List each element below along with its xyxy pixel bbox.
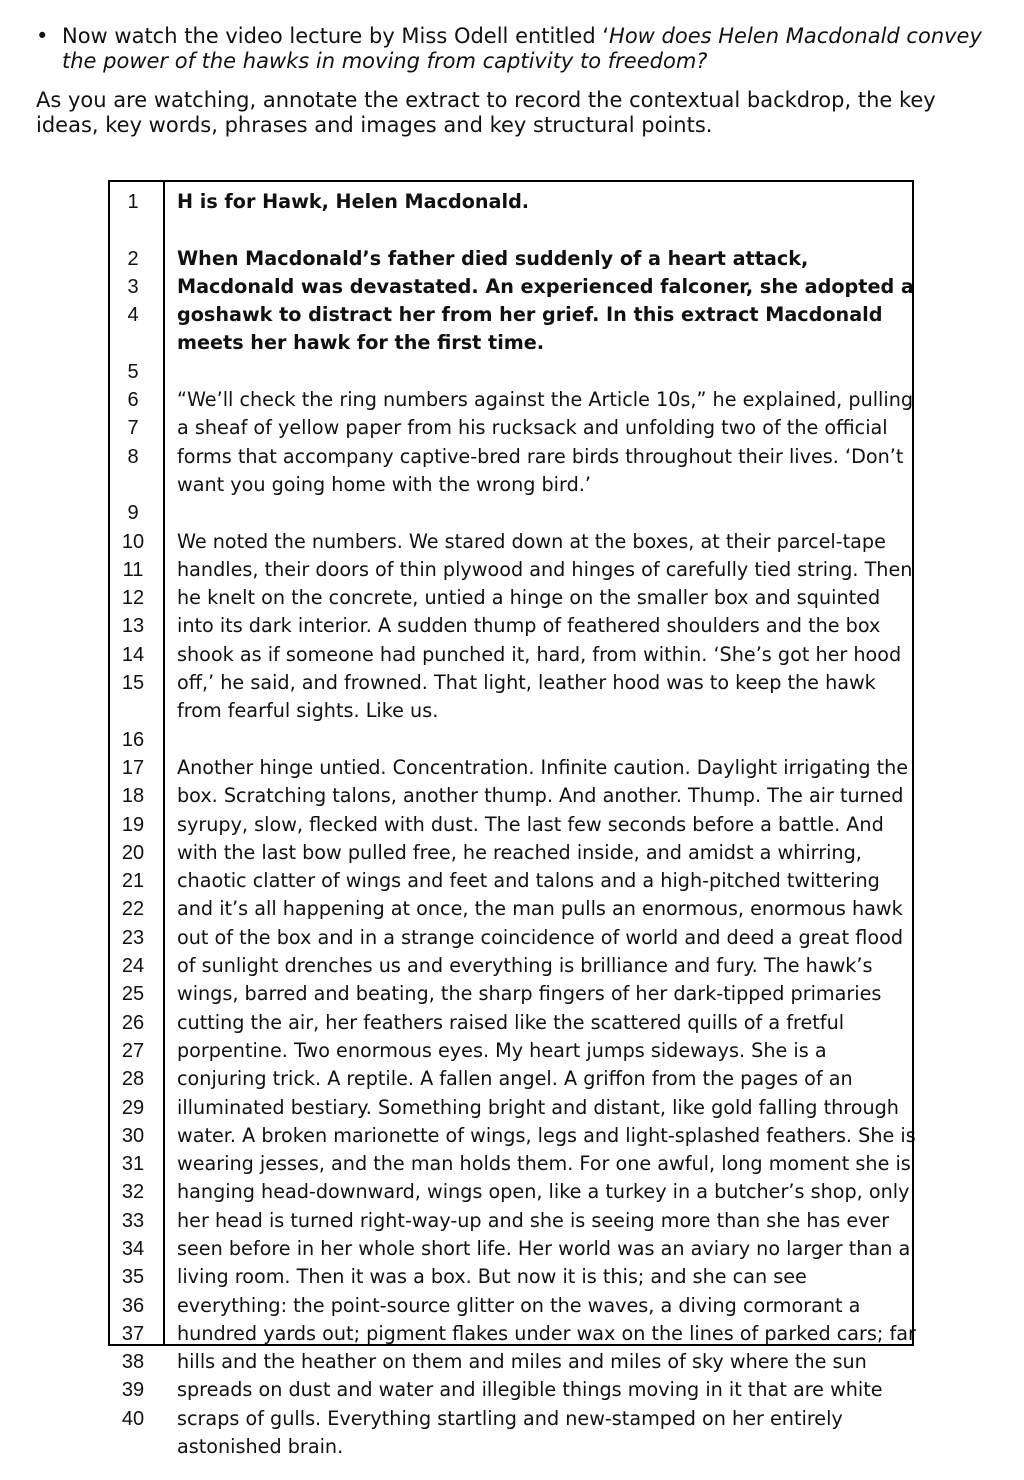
- line-number: 33: [121, 1209, 145, 1232]
- line-number: [108, 471, 158, 499]
- line-number: 28: [121, 1068, 145, 1091]
- line-number: 10: [121, 530, 145, 553]
- line-number: 40: [121, 1407, 145, 1430]
- line-number: [108, 329, 158, 357]
- line-number: 3: [127, 275, 139, 298]
- line-number: [108, 216, 158, 244]
- extract-heading: H is for Hawk, Helen Macdonald.: [177, 190, 530, 213]
- line-number: 26: [121, 1011, 145, 1034]
- line-number: 21: [121, 870, 145, 893]
- line-number: 31: [121, 1153, 145, 1176]
- line-number: 38: [121, 1351, 145, 1374]
- extract-paragraph-1: “We’ll check the ring numbers against the Article 10s,” he explained, pulling a sheaf of yellow paper from his rucksack and unfolding two of the official forms that accompany captive-bred rare birds throughout their lives. ‘Don’t want you going home with the wrong bird.’: [177, 388, 914, 496]
- bullet-icon: •: [36, 24, 49, 48]
- line-number: 6: [127, 389, 139, 412]
- line-number: 14: [121, 643, 145, 666]
- line-number: 13: [121, 615, 145, 638]
- line-number: 23: [121, 926, 145, 949]
- line-number: 19: [121, 813, 145, 836]
- lecture-title: How does Helen Macdonald convey the power of the hawks in moving from captivity to freedom?: [62, 24, 982, 73]
- line-number: 34: [121, 1237, 145, 1260]
- bullet-prefix: Now watch the video lecture by Miss Odell entitled ‘: [62, 24, 610, 48]
- extract-paragraph-2: We noted the numbers. We stared down at the boxes, at their parcel-tape handles, their doors of thin plywood and hinges of carefully tied string. Then he knelt on the concrete, untied a hinge on the smaller box and squinted into its dark interior. A sudden thump of feathered shoulders and the box shook as if someone had punched it, hard, from within. ‘She’s got her hood off,’ he said, and frowned. That light, leather hood was to keep the hawk from fearful sights. Like us.: [177, 529, 913, 723]
- line-number: [108, 697, 158, 725]
- bullet-text: [62, 24, 982, 74]
- extract-text: [177, 188, 917, 1480]
- line-number-column: [108, 188, 158, 1433]
- line-number: 5: [127, 360, 139, 383]
- instructions: As you are watching, annotate the extract to record the contextual backdrop, the key ideas, key words, phrases and images and key structural points.: [36, 88, 936, 137]
- line-number: 7: [127, 417, 139, 440]
- line-number: 12: [121, 587, 145, 610]
- column-divider: [163, 180, 165, 1346]
- line-number: 30: [121, 1124, 145, 1147]
- extract-context: When Macdonald’s father died suddenly of a heart attack, Macdonald was devastated. An experienced falconer, she adopted a goshawk to distract her from her grief. In this extract Macdonald meets her hawk for the first time.: [177, 246, 914, 355]
- line-number: 27: [121, 1039, 145, 1062]
- line-number: 4: [127, 304, 139, 327]
- line-number: 17: [121, 756, 145, 779]
- line-number: 1: [127, 191, 139, 213]
- line-number: 36: [121, 1294, 145, 1317]
- extract-paragraph-3: Another hinge untied. Concentration. Infinite caution. Daylight irrigating the box. Scratching talons, another thump. And another. Thump. The air turned syrupy, slow, flecked with dust. The last few seconds before a battle. And with the last bow pulled free, he reached inside, and amidst a whirring, chaotic clatter of wings and feet and talons and a high-pitched twittering and it’s all happening at once, the man pulls an enormous, enormous hawk out of the box and in a strange coincidence of world and deed a great flood of sunlight drenches us and everything is brilliance and fury. The hawk’s wings, barred and beating, the sharp fingers of her dark-tipped primaries cutting the air, her feathers raised like the scattered quills of a fretful porpentine. Two enormous eyes. My heart jumps sideways. She is a conjuring trick. A reptile. A fallen angel. A griffon from the pages of an illuminated bestiary. Something bright and distant, like gold falling through water. A broken marionette of wings, legs and light-splashed feathers. She is wearing jesses, and the man holds them. For one awful, long moment she is hanging head-downward, wings open, like a turkey in a butcher’s shop, only her head is turned right-way-up and she is seeing more than she has ever seen before in her whole short life. Her world was an aviary no larger than a living room. Then it was a box. But now it is this; and she can see everything: the point-source glitter on the waves, a diving cormorant a hundred yards out; pigment flakes under wax on the lines of parked cars; far hills and the heather on them and miles and miles of sky where the sun spreads on dust and water and illegible things moving in it that are white scraps of gulls. Everything startling and new-stamped on her entirely astonished brain.: [177, 755, 916, 1459]
- line-number: 20: [121, 841, 145, 864]
- line-number: 25: [121, 983, 145, 1006]
- line-number: 37: [121, 1322, 145, 1345]
- line-number: 18: [121, 785, 145, 808]
- line-number: 32: [121, 1181, 145, 1204]
- line-number: 11: [122, 558, 144, 581]
- line-number: 8: [127, 445, 139, 468]
- line-number: 2: [127, 247, 139, 270]
- line-number: 39: [121, 1379, 145, 1402]
- line-number: 16: [121, 728, 145, 751]
- line-number: 9: [127, 502, 139, 525]
- line-number: 22: [121, 898, 145, 921]
- line-number: 35: [121, 1266, 145, 1289]
- line-number: 15: [121, 672, 145, 695]
- line-number: 24: [121, 955, 145, 978]
- line-number: 29: [121, 1096, 145, 1119]
